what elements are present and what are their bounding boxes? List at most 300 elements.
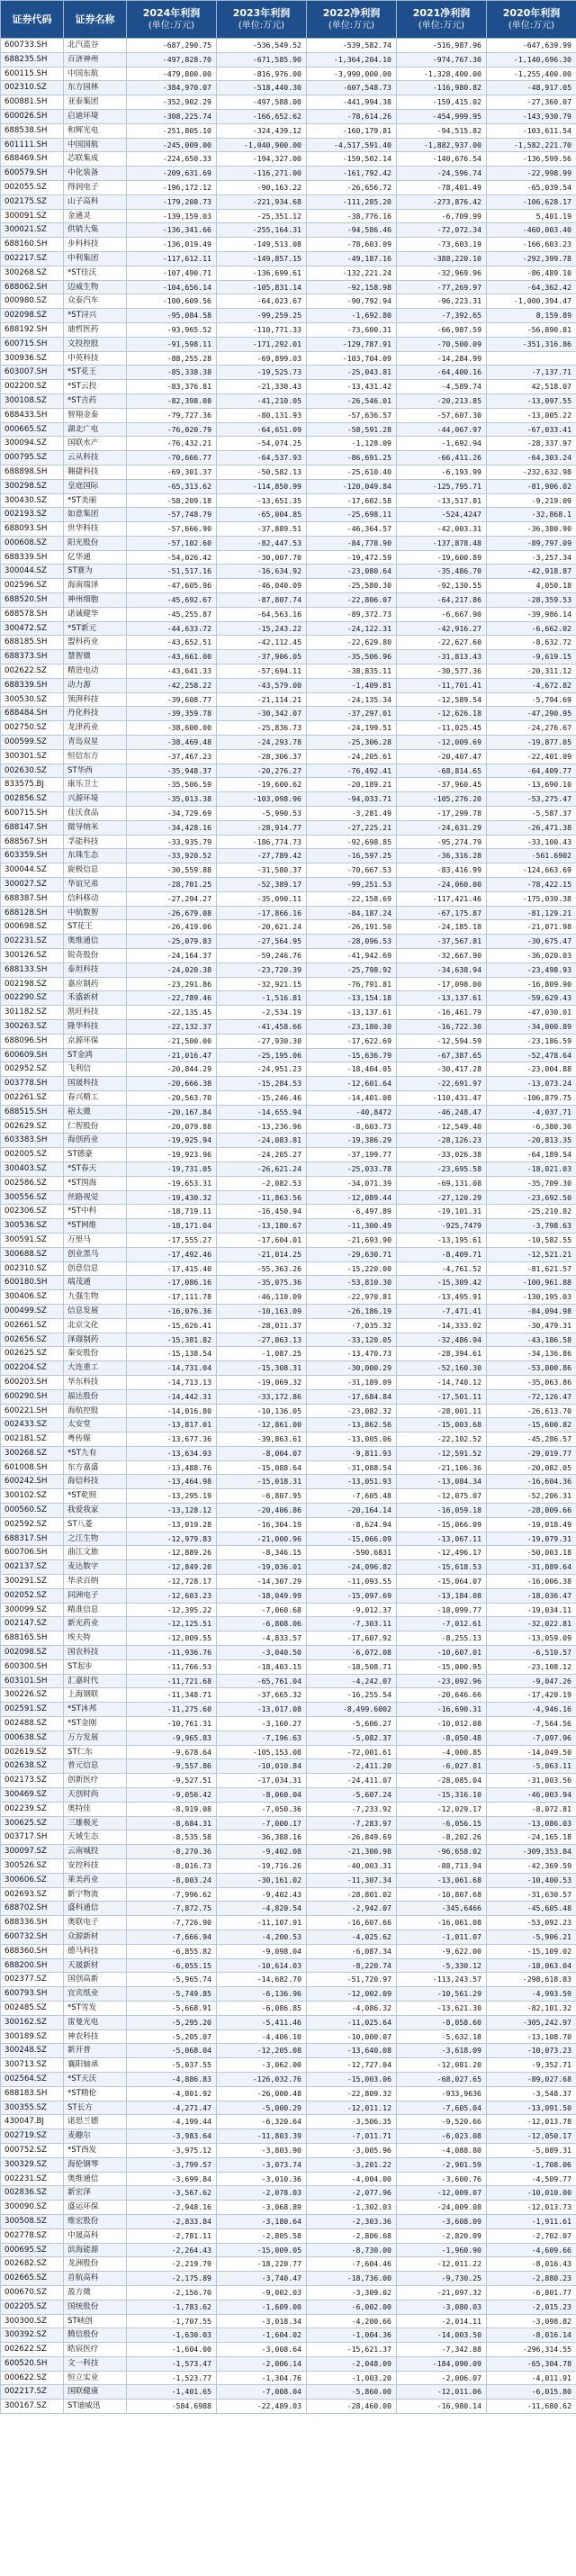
cell-2021: -31,813.43 bbox=[397, 650, 487, 664]
cell-code: 002591.SZ bbox=[1, 1703, 64, 1717]
cell-2020: -136,599.56 bbox=[487, 152, 576, 167]
cell-code: 430047.BJ bbox=[1, 2115, 64, 2129]
cell-2020: -2,880.23 bbox=[487, 2272, 576, 2286]
cell-2024: -584.6988 bbox=[127, 2400, 217, 2414]
cell-code: 600793.SH bbox=[1, 1987, 64, 2002]
cell-code: 300162.SZ bbox=[1, 2015, 64, 2029]
cell-2021: -1,960.90 bbox=[397, 2243, 487, 2257]
cell-2023: -20,406.86 bbox=[217, 1504, 307, 1518]
cell-name: 恒信东方 bbox=[64, 749, 127, 764]
cell-2024: -5,037.55 bbox=[127, 2058, 217, 2073]
table-row bbox=[1, 152, 576, 167]
cell-code: 300688.SZ bbox=[1, 1247, 64, 1261]
cell-2022: -1,409.81 bbox=[307, 678, 397, 692]
cell-name: 海伦钢琴 bbox=[64, 2157, 127, 2172]
cell-2022: -23,180.30 bbox=[307, 1019, 397, 1034]
cell-2023: -20,276.27 bbox=[217, 764, 307, 778]
cell-2022: -84,778.90 bbox=[307, 536, 397, 550]
cell-2020: 8,159.89 bbox=[487, 309, 576, 323]
cell-2023: -114,850.99 bbox=[217, 479, 307, 493]
cell-2023: -7,050.36 bbox=[217, 1802, 307, 1816]
table-row bbox=[1, 721, 576, 736]
cell-2021: -14,333.92 bbox=[397, 1318, 487, 1333]
cell-name: 领湃科技 bbox=[64, 692, 127, 707]
cell-2022: -5,860.00 bbox=[307, 2385, 397, 2400]
cell-2021: -12,549.40 bbox=[397, 1119, 487, 1134]
cell-code: 300406.SZ bbox=[1, 1290, 64, 1305]
cell-2020: -47,030.01 bbox=[487, 1006, 576, 1020]
cell-2021: -13,184.08 bbox=[397, 1588, 487, 1603]
cell-2024: -12,889.26 bbox=[127, 1546, 217, 1560]
table-row bbox=[1, 1389, 576, 1404]
table-row bbox=[1, 1816, 576, 1830]
column-header-2020-unit: (单位:万元) bbox=[508, 20, 555, 31]
cell-2024: -12,395.22 bbox=[127, 1603, 217, 1617]
cell-2022: -22,158.69 bbox=[307, 891, 397, 906]
cell-2021: -9,520.66 bbox=[397, 2115, 487, 2129]
cell-2020: -36,380.90 bbox=[487, 522, 576, 537]
table-row bbox=[1, 1659, 576, 1674]
cell-2021: -6,027.81 bbox=[397, 1759, 487, 1774]
cell-name: 之江生物 bbox=[64, 1532, 127, 1546]
cell-2020: -26,471.38 bbox=[487, 820, 576, 835]
cell-name: ST长方 bbox=[64, 2101, 127, 2115]
cell-2021: -6,193.99 bbox=[397, 465, 487, 479]
table-row bbox=[1, 550, 576, 565]
table-row bbox=[1, 849, 576, 863]
cell-2024: -9,678.64 bbox=[127, 1745, 217, 1759]
cell-name: 国创高新 bbox=[64, 1973, 127, 1987]
cell-name: 京源环保 bbox=[64, 1034, 127, 1048]
table-row bbox=[1, 1845, 576, 1859]
cell-code: 002856.SZ bbox=[1, 792, 64, 807]
cell-2020: -5,063.11 bbox=[487, 1759, 576, 1774]
cell-2022: -72,001.61 bbox=[307, 1745, 397, 1759]
cell-name: 中国国航 bbox=[64, 138, 127, 152]
cell-2023: -26,621.24 bbox=[217, 1161, 307, 1176]
cell-2024: -22,132.37 bbox=[127, 1019, 217, 1034]
cell-2024: -38,600.00 bbox=[127, 721, 217, 736]
cell-name: 国统股份 bbox=[64, 2300, 127, 2314]
cell-2021: -12,496.17 bbox=[397, 1546, 487, 1560]
table-row bbox=[1, 1916, 576, 1930]
cell-2023: -5,411.46 bbox=[217, 2015, 307, 2029]
cell-2020: -20,082.05 bbox=[487, 1460, 576, 1475]
cell-code: 300625.SZ bbox=[1, 1816, 64, 1830]
cell-2023: -31,580.37 bbox=[217, 863, 307, 878]
cell-2022: -111,285.20 bbox=[307, 194, 397, 209]
cell-2021: -13,621.30 bbox=[397, 2001, 487, 2015]
cell-2021: -8,202.26 bbox=[397, 1830, 487, 1845]
cell-name: 山子高科 bbox=[64, 194, 127, 209]
cell-2023: -4,820.54 bbox=[217, 1902, 307, 1916]
cell-2023: -7,060.68 bbox=[217, 1603, 307, 1617]
table-row bbox=[1, 1105, 576, 1119]
cell-name: 国农科技 bbox=[64, 1646, 127, 1660]
cell-2021: -30,417.28 bbox=[397, 1062, 487, 1077]
cell-2020: -6,662.02 bbox=[487, 621, 576, 636]
cell-2023: -50,582.13 bbox=[217, 465, 307, 479]
cell-name: 阳光股份 bbox=[64, 536, 127, 550]
cell-2024: -4,886.83 bbox=[127, 2072, 217, 2086]
cell-name: 宜宾纸业 bbox=[64, 1987, 127, 2002]
cell-2021: -7,392.65 bbox=[397, 309, 487, 323]
cell-code: 300248.SZ bbox=[1, 2044, 64, 2058]
cell-2023: -10,163.09 bbox=[217, 1304, 307, 1318]
cell-2022: -17,684.84 bbox=[307, 1389, 397, 1404]
cell-2024: -13,019.28 bbox=[127, 1517, 217, 1532]
cell-2022: -24,122.31 bbox=[307, 621, 397, 636]
cell-2021: -12,011.22 bbox=[397, 2257, 487, 2272]
cell-code: 300430.SZ bbox=[1, 493, 64, 508]
cell-2020: -30,675.47 bbox=[487, 935, 576, 949]
cell-2023: -43,579.00 bbox=[217, 678, 307, 692]
cell-2021: -12,591.52 bbox=[397, 1446, 487, 1460]
cell-2023: -18,403.15 bbox=[217, 1659, 307, 1674]
cell-code: 688373.SH bbox=[1, 650, 64, 664]
cell-name: 泰坦科技 bbox=[64, 963, 127, 977]
cell-code: 300021.SZ bbox=[1, 223, 64, 238]
cell-2024: -27,294.27 bbox=[127, 891, 217, 906]
cell-2024: -5,668.91 bbox=[127, 2001, 217, 2015]
cell-name: 德马科技 bbox=[64, 1944, 127, 1958]
cell-2023: -3,740.47 bbox=[217, 2272, 307, 2286]
cell-2020: -4,509.77 bbox=[487, 2172, 576, 2186]
cell-code: 300301.SZ bbox=[1, 749, 64, 764]
table-row bbox=[1, 1205, 576, 1219]
cell-2024: -2,175.89 bbox=[127, 2272, 217, 2286]
cell-2023: -17,034.31 bbox=[217, 1774, 307, 1788]
cell-2022: -8,499.6002 bbox=[307, 1703, 397, 1717]
cell-2024: -85,338.38 bbox=[127, 366, 217, 380]
cell-2021: -4,088.80 bbox=[397, 2143, 487, 2157]
cell-2020: -65,039.54 bbox=[487, 180, 576, 194]
cell-code: 603101.SH bbox=[1, 1674, 64, 1688]
table-row bbox=[1, 238, 576, 252]
cell-name: 金通灵 bbox=[64, 209, 127, 223]
table-row bbox=[1, 1404, 576, 1418]
cell-2020: -45,605.48 bbox=[487, 1902, 576, 1916]
cell-name: 翱捷科技 bbox=[64, 465, 127, 479]
table-row bbox=[1, 1560, 576, 1575]
cell-name: 盛运环保 bbox=[64, 2201, 127, 2215]
table-row bbox=[1, 351, 576, 366]
cell-2022: -161,792.42 bbox=[307, 167, 397, 181]
cell-2020: -53,000.86 bbox=[487, 1361, 576, 1376]
cell-code: 688317.SH bbox=[1, 1532, 64, 1546]
cell-name: 丹化科技 bbox=[64, 707, 127, 721]
cell-2024: -16,076.36 bbox=[127, 1304, 217, 1318]
cell-2021: -22,627.60 bbox=[397, 636, 487, 650]
cell-2021: -8,409.71 bbox=[397, 1247, 487, 1261]
cell-2024: -11,936.76 bbox=[127, 1646, 217, 1660]
cell-2021: -10,607.01 bbox=[397, 1646, 487, 1660]
cell-2021: -7,342.88 bbox=[397, 2343, 487, 2357]
cell-2022: -18,404.05 bbox=[307, 1062, 397, 1077]
cell-2020: -124,663.69 bbox=[487, 863, 576, 878]
cell-2023: -11,863.56 bbox=[217, 1190, 307, 1205]
cell-name: 莱美药业 bbox=[64, 1873, 127, 1887]
cell-code: 688128.SH bbox=[1, 906, 64, 920]
cell-2022: -31,088.54 bbox=[307, 1460, 397, 1475]
table-row bbox=[1, 1517, 576, 1532]
cell-2022: -5,607.24 bbox=[307, 1788, 397, 1803]
cell-2024: -15,626.41 bbox=[127, 1318, 217, 1333]
cell-2020: -64,362.42 bbox=[487, 280, 576, 294]
cell-2022: -46,364.57 bbox=[307, 522, 397, 537]
cell-2021: -19,101.31 bbox=[397, 1205, 487, 1219]
cell-2022: -94,586.46 bbox=[307, 223, 397, 238]
cell-2021: -6,667.90 bbox=[397, 607, 487, 621]
cell-2021: -974,767.30 bbox=[397, 52, 487, 67]
cell-2020: 42,518.07 bbox=[487, 380, 576, 394]
table-row bbox=[1, 935, 576, 949]
column-header-2022 bbox=[307, 1, 397, 39]
cell-2022: -1,003.20 bbox=[307, 2371, 397, 2385]
cell-2020: -130,195.03 bbox=[487, 1290, 576, 1305]
cell-name: 智翔金泰 bbox=[64, 408, 127, 422]
cell-code: 002098.SZ bbox=[1, 1646, 64, 1660]
cell-2024: -39,359.78 bbox=[127, 707, 217, 721]
cell-2024: -12,125.51 bbox=[127, 1617, 217, 1631]
cell-2022: -21,300.98 bbox=[307, 1845, 397, 1859]
table-row bbox=[1, 1276, 576, 1290]
cell-2020: -35,709.30 bbox=[487, 1176, 576, 1190]
cell-2024: -20,844.29 bbox=[127, 1062, 217, 1077]
cell-2021: -16,461.79 bbox=[397, 1006, 487, 1020]
cell-2021: -18,099.77 bbox=[397, 1603, 487, 1617]
cell-2022: -53,810.30 bbox=[307, 1276, 397, 1290]
cell-code: 300108.SZ bbox=[1, 393, 64, 408]
cell-name: 维宏股份 bbox=[64, 2214, 127, 2228]
cell-2020: -35,063.86 bbox=[487, 1375, 576, 1389]
cell-name: 瑞茂通 bbox=[64, 1276, 127, 1290]
cell-2023: -13,017.08 bbox=[217, 1703, 307, 1717]
cell-2021: -12,589.54 bbox=[397, 692, 487, 707]
cell-name: 汇嘉时代 bbox=[64, 1674, 127, 1688]
table-row bbox=[1, 536, 576, 550]
cell-name: 海南瑞泽 bbox=[64, 579, 127, 593]
cell-2020: -53,092.23 bbox=[487, 1916, 576, 1930]
cell-code: 688578.SH bbox=[1, 607, 64, 621]
cell-code: 002836.SZ bbox=[1, 2186, 64, 2201]
cell-2021: -4,000.85 bbox=[397, 1745, 487, 1759]
cell-2022: -23,080.64 bbox=[307, 565, 397, 579]
cell-code: 000695.SZ bbox=[1, 2243, 64, 2257]
cell-code: 002310.SZ bbox=[1, 81, 64, 95]
table-row bbox=[1, 1617, 576, 1631]
cell-2022: -76,791.81 bbox=[307, 977, 397, 991]
cell-2020: 4,050.18 bbox=[487, 579, 576, 593]
table-row bbox=[1, 749, 576, 764]
cell-2022: -18,736.00 bbox=[307, 2272, 397, 2286]
cell-2023: -15,246.46 bbox=[217, 1090, 307, 1105]
cell-2024: -1,523.77 bbox=[127, 2371, 217, 2385]
cell-code: 688192.SH bbox=[1, 322, 64, 337]
cell-code: 003778.SH bbox=[1, 1077, 64, 1091]
cell-name: *ST佳沃 bbox=[64, 266, 127, 280]
cell-2023: -7,008.04 bbox=[217, 2385, 307, 2400]
cell-code: 002231.SZ bbox=[1, 2172, 64, 2186]
cell-code: 688702.SH bbox=[1, 1902, 64, 1916]
cell-name: 文一科技 bbox=[64, 2356, 127, 2371]
cell-2020: -39,986.14 bbox=[487, 607, 576, 621]
cell-2020: -4,011.91 bbox=[487, 2371, 576, 2385]
cell-2024: -17,415.40 bbox=[127, 1261, 217, 1276]
cell-2021: -137,878.48 bbox=[397, 536, 487, 550]
cell-2020: -106,879.75 bbox=[487, 1090, 576, 1105]
table-row bbox=[1, 437, 576, 451]
cell-2022: -10,000.07 bbox=[307, 2029, 397, 2044]
table-row bbox=[1, 465, 576, 479]
table-row bbox=[1, 1090, 576, 1105]
cell-2020: -13,005.22 bbox=[487, 408, 576, 422]
cell-name: 迪哲医药 bbox=[64, 322, 127, 337]
table-row bbox=[1, 2371, 576, 2385]
cell-2022: -3,990,000.00 bbox=[307, 67, 397, 81]
cell-2022: -8,730.00 bbox=[307, 2243, 397, 2257]
cell-2024: -497,828.70 bbox=[127, 52, 217, 67]
cell-2021: -2,014.11 bbox=[397, 2314, 487, 2328]
cell-code: 600520.SH bbox=[1, 2356, 64, 2371]
cell-code: 600609.SH bbox=[1, 1048, 64, 1062]
cell-code: 300355.SZ bbox=[1, 2101, 64, 2115]
cell-code: 000638.SZ bbox=[1, 1731, 64, 1745]
cell-code: 002310.SZ bbox=[1, 1261, 64, 1276]
cell-name: *ST吉药 bbox=[64, 393, 127, 408]
table-row bbox=[1, 2115, 576, 2129]
cell-2021: -5,632.18 bbox=[397, 2029, 487, 2044]
cell-2024: -136,019.49 bbox=[127, 238, 217, 252]
cell-name: *ST美丽 bbox=[64, 493, 127, 508]
cell-2020: -19,034.11 bbox=[487, 1603, 576, 1617]
cell-2022: -78,603.09 bbox=[307, 238, 397, 252]
cell-code: 002661.SZ bbox=[1, 1318, 64, 1333]
cell-2021: -83,416.99 bbox=[397, 863, 487, 878]
cell-2023: -25,836.73 bbox=[217, 721, 307, 736]
cell-2020: -29,019.77 bbox=[487, 1446, 576, 1460]
cell-2022: -31,189.09 bbox=[307, 1375, 397, 1389]
cell-2022: -20,164.14 bbox=[307, 1504, 397, 1518]
cell-2021: -14,003.50 bbox=[397, 2328, 487, 2343]
cell-2020: -7,137.71 bbox=[487, 366, 576, 380]
table-row bbox=[1, 109, 576, 123]
table-row bbox=[1, 1902, 576, 1916]
cell-2020: -42,918.87 bbox=[487, 565, 576, 579]
cell-name: 粤传媒 bbox=[64, 1433, 127, 1447]
cell-2022: -159,502.14 bbox=[307, 152, 397, 167]
cell-2022: -38,835.11 bbox=[307, 664, 397, 679]
cell-2021: -12,009.07 bbox=[397, 2186, 487, 2201]
cell-2024: -2,156.70 bbox=[127, 2285, 217, 2300]
cell-name: *ST网维 bbox=[64, 1219, 127, 1234]
table-row bbox=[1, 167, 576, 181]
cell-2024: -139,159.03 bbox=[127, 209, 217, 223]
cell-2024: -3,975.12 bbox=[127, 2143, 217, 2157]
cell-name: 滨海能源 bbox=[64, 2243, 127, 2257]
cell-2021: -16,690.31 bbox=[397, 1703, 487, 1717]
cell-2021: -12,594.59 bbox=[397, 1034, 487, 1048]
cell-code: 603359.SH bbox=[1, 849, 64, 863]
cell-code: 002204.SZ bbox=[1, 1361, 64, 1376]
cell-code: 300329.SZ bbox=[1, 2157, 64, 2172]
cell-name: 神州细胞 bbox=[64, 593, 127, 608]
cell-2023: -46,040.09 bbox=[217, 579, 307, 593]
table-row bbox=[1, 1119, 576, 1134]
cell-2024: -196,172.12 bbox=[127, 180, 217, 194]
cell-2020: -24,165.18 bbox=[487, 1830, 576, 1845]
cell-2022: -3,281.49 bbox=[307, 807, 397, 821]
cell-2020: -8,072.81 bbox=[487, 1802, 576, 1816]
table-row bbox=[1, 891, 576, 906]
table-row bbox=[1, 223, 576, 238]
cell-2020: -5,587.37 bbox=[487, 807, 576, 821]
cell-2021: -68,814.65 bbox=[397, 764, 487, 778]
cell-2020: -22,998.99 bbox=[487, 167, 576, 181]
cell-code: 300508.SZ bbox=[1, 2214, 64, 2228]
cell-2021: -28,394.61 bbox=[397, 1347, 487, 1361]
cell-2024: -5,205.07 bbox=[127, 2029, 217, 2044]
cell-code: 000599.SZ bbox=[1, 736, 64, 750]
cell-2020: -82,101.32 bbox=[487, 2001, 576, 2015]
table-row bbox=[1, 621, 576, 636]
cell-2024: -28,701.25 bbox=[127, 878, 217, 892]
cell-2022: -6,072.08 bbox=[307, 1646, 397, 1660]
cell-2021: -273,876.42 bbox=[397, 194, 487, 209]
cell-2022: -51,720.97 bbox=[307, 1973, 397, 1987]
cell-name: 康乐卫士 bbox=[64, 778, 127, 792]
table-row bbox=[1, 1887, 576, 1902]
cell-name: 亿华通 bbox=[64, 550, 127, 565]
cell-2023: -39,863.61 bbox=[217, 1433, 307, 1447]
cell-2024: -19,653.31 bbox=[127, 1176, 217, 1190]
cell-2021: -110,431.47 bbox=[397, 1090, 487, 1105]
table-row bbox=[1, 1873, 576, 1887]
cell-2020: -22,401.09 bbox=[487, 749, 576, 764]
cell-2020: -4,993.59 bbox=[487, 1987, 576, 2002]
table-row bbox=[1, 2129, 576, 2144]
cell-2022: -8,624.94 bbox=[307, 1517, 397, 1532]
cell-2023: -13,236.96 bbox=[217, 1119, 307, 1134]
cell-code: 600300.SH bbox=[1, 1659, 64, 1674]
table-row bbox=[1, 1475, 576, 1489]
cell-name: *ST金刚 bbox=[64, 1717, 127, 1731]
cell-2021: -94,515.82 bbox=[397, 123, 487, 138]
cell-code: 603007.SH bbox=[1, 366, 64, 380]
cell-2022: -2,806.68 bbox=[307, 2228, 397, 2243]
cell-2024: -17,555.27 bbox=[127, 1233, 217, 1247]
cell-2022: -86,691.25 bbox=[307, 451, 397, 465]
cell-2024: -19,430.32 bbox=[127, 1190, 217, 1205]
table-row bbox=[1, 977, 576, 991]
cell-2020: -3,798.63 bbox=[487, 1219, 576, 1234]
cell-2021: -16,722.30 bbox=[397, 1019, 487, 1034]
cell-2022: -84,187.24 bbox=[307, 906, 397, 920]
cell-2022: -15,003.06 bbox=[307, 2072, 397, 2086]
cell-2021: -16,061.08 bbox=[397, 1916, 487, 1930]
cell-2023: -3,180.64 bbox=[217, 2214, 307, 2228]
cell-2021: -30,577.36 bbox=[397, 664, 487, 679]
cell-code: 002592.SZ bbox=[1, 1517, 64, 1532]
table-row bbox=[1, 1987, 576, 2002]
cell-2020: -11,680.62 bbox=[487, 2400, 576, 2414]
cell-code: 002217.SZ bbox=[1, 251, 64, 266]
cell-2024: -12,728.17 bbox=[127, 1575, 217, 1589]
cell-2023: -3,160.27 bbox=[217, 1717, 307, 1731]
cell-2023: -69,899.03 bbox=[217, 351, 307, 366]
cell-name: 皓宸医疗 bbox=[64, 2343, 127, 2357]
cell-2023: -87,807.74 bbox=[217, 593, 307, 608]
